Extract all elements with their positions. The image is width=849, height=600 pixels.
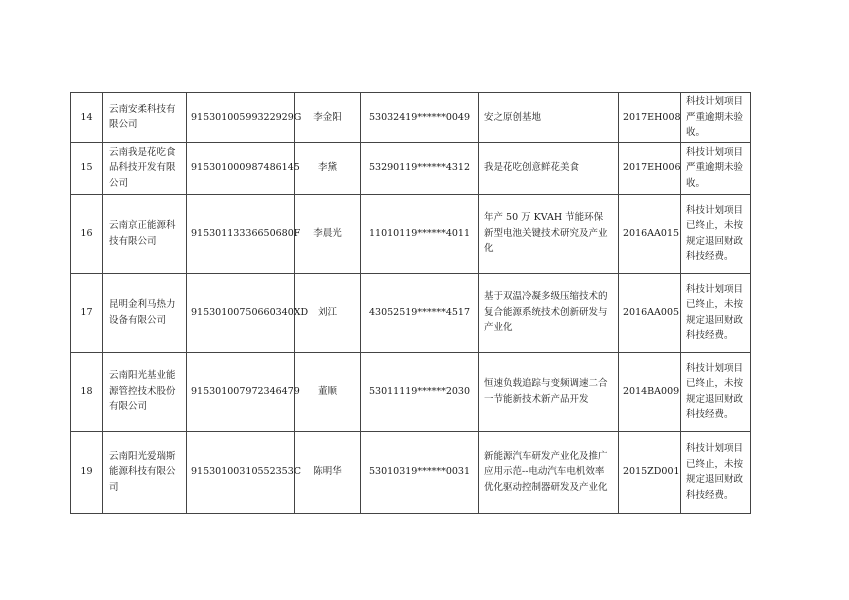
legal-person: 陈明华 — [295, 431, 361, 513]
table-row — [71, 352, 751, 431]
violation-note: 科技计划项目严重逾期未验收。 — [681, 142, 751, 194]
table-row — [71, 142, 751, 194]
credit-code: 91530113336650680F — [187, 194, 295, 273]
project-code: 2017EH008 — [619, 93, 681, 143]
violation-note: 科技计划项目已终止，未按规定退回财政科技经费。 — [681, 273, 751, 352]
row-number: 14 — [71, 93, 103, 143]
id-number: 53010319******0031 — [361, 431, 479, 513]
legal-person: 李金阳 — [295, 93, 361, 143]
table-row — [71, 431, 751, 513]
table-row — [71, 194, 751, 273]
project-code: 2014BA009 — [619, 352, 681, 431]
legal-person: 李晨光 — [295, 194, 361, 273]
project-name: 新能源汽车研发产业化及推广应用示范--电动汽车电机效率优化驱动控制器研发及产业化 — [479, 431, 619, 513]
legal-person: 董顺 — [295, 352, 361, 431]
project-code: 2017EH006 — [619, 142, 681, 194]
legal-person: 刘江 — [295, 273, 361, 352]
project-name: 基于双温冷凝多级压缩技术的复合能源系统技术创新研发与产业化 — [479, 273, 619, 352]
row-number: 18 — [71, 352, 103, 431]
id-number: 53290119******4312 — [361, 142, 479, 194]
project-code: 2016AA005 — [619, 273, 681, 352]
company-name: 云南阳光爱瑞斯能源科技有限公司 — [103, 431, 187, 513]
project-name: 安之原创基地 — [479, 93, 619, 143]
violation-note: 科技计划项目已终止，未按规定退回财政科技经费。 — [681, 194, 751, 273]
table-row — [71, 273, 751, 352]
project-code: 2016AA015 — [619, 194, 681, 273]
record-table-container — [70, 92, 750, 514]
company-name: 云南阳光基业能源管控技术股份有限公司 — [103, 352, 187, 431]
credit-code: 915301000987486145 — [187, 142, 295, 194]
credit-code: 91530100599322929G — [187, 93, 295, 143]
credit-code: 91530100750660340XD — [187, 273, 295, 352]
project-code: 2015ZD001 — [619, 431, 681, 513]
violation-note: 科技计划项目严重逾期未验收。 — [681, 93, 751, 143]
credit-code: 91530100310552353C — [187, 431, 295, 513]
violation-note: 科技计划项目已终止，未按规定退回财政科技经费。 — [681, 352, 751, 431]
id-number: 53032419******0049 — [361, 93, 479, 143]
id-number: 43052519******4517 — [361, 273, 479, 352]
project-name: 我是花吃创意鲜花美食 — [479, 142, 619, 194]
id-number: 11010119******4011 — [361, 194, 479, 273]
table-row — [71, 93, 751, 143]
company-name: 云南京正能源科技有限公司 — [103, 194, 187, 273]
company-name: 云南安柔科技有限公司 — [103, 93, 187, 143]
project-name: 恒速负载追踪与变频调速二合一节能新技术新产品开发 — [479, 352, 619, 431]
company-name: 昆明金利马热力设备有限公司 — [103, 273, 187, 352]
row-number: 16 — [71, 194, 103, 273]
id-number: 53011119******2030 — [361, 352, 479, 431]
project-name: 年产 50 万 KVAH 节能环保新型电池关键技术研究及产业化 — [479, 194, 619, 273]
row-number: 19 — [71, 431, 103, 513]
row-number: 17 — [71, 273, 103, 352]
company-name: 云南我是花吃食品科技开发有限公司 — [103, 142, 187, 194]
credit-code: 915301007972346479 — [187, 352, 295, 431]
record-table — [70, 92, 751, 514]
row-number: 15 — [71, 142, 103, 194]
violation-note: 科技计划项目已终止，未按规定退回财政科技经费。 — [681, 431, 751, 513]
legal-person: 李黛 — [295, 142, 361, 194]
